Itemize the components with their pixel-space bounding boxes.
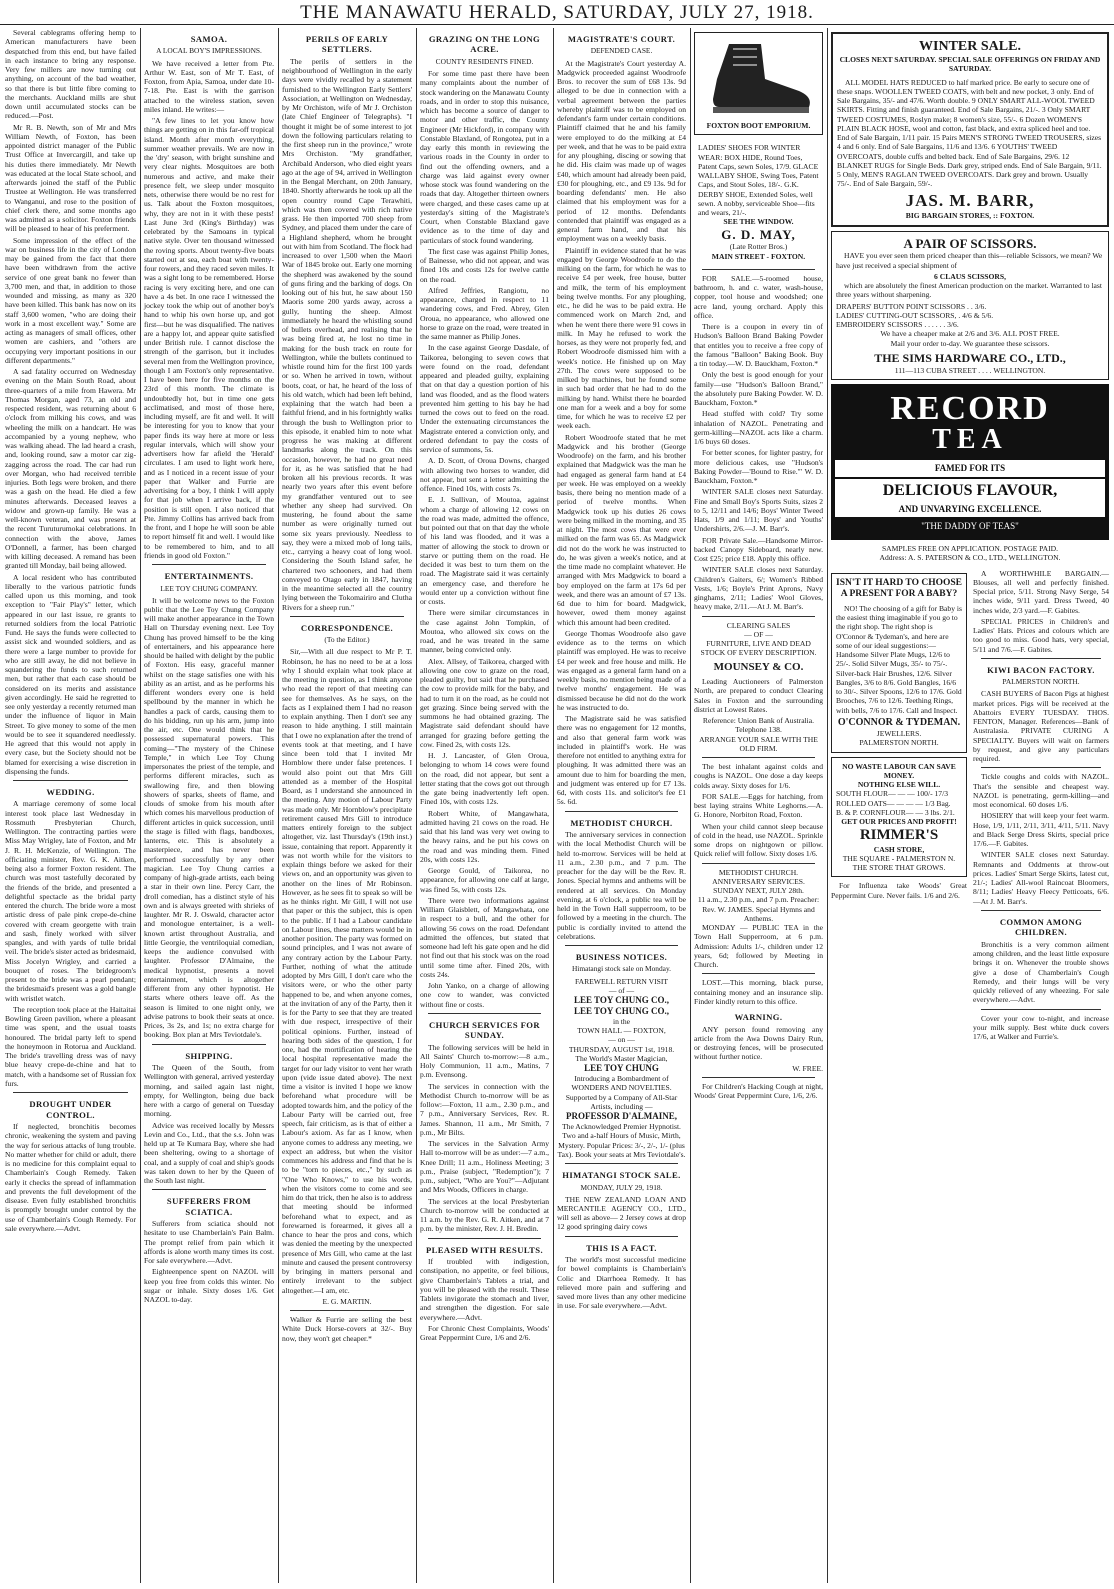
article-paragraph: In the case against George Dasdale, of Taikorea, belonging to seven cows that were found on the road, defendant appeared and pleaded guilty, explaining that on that day a question portion of his land was flooded, and as the flood waters prevented him getting to his bay he had turned the cows out to feed on the road. Under the extenuating circumstances the Magistrate entered a conviction only, and ordered defendant to pay the costs of service of summons, 5s. xyxy=(420,343,549,454)
divider xyxy=(152,1189,266,1190)
ad-title: G. D. MAY, xyxy=(721,226,796,242)
scissors-ad xyxy=(831,231,1109,380)
ad-title: ISN'T IT HARD TO CHOOSE A PRESENT FOR A BABY? xyxy=(836,577,963,600)
classified: The best inhalant against colds and coughs is NAZOL. One dose a day keeps colds away. Sixty doses for 1/6. xyxy=(694,762,823,790)
article-paragraph: At the Magistrate's Court yesterday A. Madgwick proceeded against Woodroofe Bros. to recover the sum of £68 13s. 9d alleged to be due in connection with a verbal agreement between the parties whereby plaintiff was to be employed on defendant's farm under certain conditions. Plaintiff claimed that he and his family were employed to do the milking at £4 per week, and that he was to be paid extra for any ploughing, discing or sowing that he did. His claim was made up of wages £40, which amount had already been paid, £30 for ploughing, etc., and £9 13s. 9d for boarding defendants' men. He also claimed that his employment was for a period of 12 months. Defendants contended that plaintiff was engaged as a general farm hand, and that his employment was on a weekly basis. xyxy=(557,58,686,244)
column-1 xyxy=(2,28,139,1585)
price-line: DRAPERS' BUTTON POINT SCISSORS . . 3/6. xyxy=(836,301,987,311)
divider xyxy=(565,811,678,812)
article-paragraph: The Magistrate said he was satisfied there was no engagement for 12 months, and also that general farm work was included in plaintiff's work. He was therefore not entitled to anything extra for ploughing. It was admitted there was an amount due to him for boarding the men, and judgment was entered up for £7 13s. 6d, with costs 11s. and solicitor's fee £1 5s. 6d. xyxy=(557,714,686,807)
article-paragraph: Several cablegrams offering hemp to American manufacturers have been despatched from this end, but have failed in each instance to bring any response. Very few millers are now turning out anything, on account of the bad weather, so that there is but little fibre coming to the merchants. Auckland mills are shut down until accumulated stocks can be reduced.—Post. xyxy=(5,28,136,121)
article-paragraph: Alex. Allsey, of Taikorea, charged with allowing one cow to graze on the road, pleaded guilty, but said that he purchased the cow to provide milk for the baby, and had to turn it on the road, as he could not get grazing. Since being served with the summons he had obtained grazing. The Magistrate said defendant should have arranged for grazing before getting the cow. Fined 2s, with costs 12s. xyxy=(420,656,549,749)
column-2 xyxy=(141,28,277,1585)
article-paragraph: Plaintiff in evidence stated that he was engaged by George Woodroofe to do the milking on the farm, for which he was to receive £4 per week, free house, butter and milk, the term of his employment being twelve months. For any ploughing, etc., he did he was to be paid extra. He commenced work on March 2nd, and when he went there there were 91 cows in milk. In May he refused to work the horses, as they were not properly fed, and Robert Woodroofe dismissed him with a week's notice. He finished up on May 27th. The cows were supposed to be milked by machines, but he found some in such bad order that he had to do the milking by hand. Whilst there he boarded one man for a week and a boy for some time, for which he was to receive £2 per week each. xyxy=(557,245,686,431)
ad-title: CLEARING SALES xyxy=(726,620,791,630)
signature: W. FREE. xyxy=(792,1063,823,1073)
divider xyxy=(428,1238,541,1239)
article-paragraph: The perils of settlers in the neighbourhood of Wellington in the early days were vividly recalled by a statement furnished to the Wellington Early Settlers' Association, at Wellington on Wednesday, by Mr Orchiston, wife of Mr J. Orchiston (late Chief Engineer of Telegraphs). "I thought it might be of some interest to jot down the following particulars relating to the first sheep run in the province," wrote Mrs Orchiston. "My grandfather, Archibald Anderson, who died eight years ago at the age of 94, arrived in Wellington in the Bengal Merchant, on 20th January, 1840. Shortly afterwards he took up all the open country round Cape Terawhiti, which was then covered with rich native grass. He then imported 700 sheep from Sydney, and placed them under the care of a Highland shepherd, whom he brought out with him from Scotland. The flock had increased to over 1,500 when the Maori War of 1845 broke out. Early one morning the shepherd was awakened by the sound of guns firing and the barking of dogs. On looking out of his hut, he saw about 150 Maoris some 200 yards away, across a gully, hunting the sheep. Almost immediately he heard the whistling sound of bullets overhead, and realising that he was being fired at, he lost no time in making for the bush track en route for Wellington, while the bullets continued to whistle round him for the first 100 yards or so. When he arrived in town, without boots, coat, or hat, he heard of the loss of his old watch, which had been left behind, explaining that the watch had been a faithful friend, and in his fortnightly walks through the bush to Wellington prior to this episode, it enabled him to note what progress he was making at different landmarks along the track. On this occasion, however, he had no great need for it, as he was satisfied that he had broken all his previous records. It was nearly two years after this event before my grandfather ventured out to see whether any sheep had survived. On mustering, he found about the same number as were originally turned out some six years previously. Needless to say, they were a mixed mob of long tails, etc., carrying a heavy coat of long wool. Considering the South Island safer, he chartered two schooners, and had them conveyed to Otago early in 1847, having in the meantime selected all the country lying between the Tokomairiro and Clutha Rivers for a sheep run." xyxy=(282,56,412,612)
article-paragraph: There were similar circumstances in the case against John Tompkin, of Moutoa, who allowed six cows on the road, and he was treated in the same manner, being convicted only. xyxy=(420,608,549,655)
ad-line: 6 CLAUS SCISSORS, xyxy=(934,271,1006,281)
mounsey-ad xyxy=(694,621,823,753)
ad-title: WINTER SALE. xyxy=(919,39,1021,54)
heading-kiwi-bacon: KIWI BACON FACTORY. xyxy=(987,664,1095,675)
article-paragraph: Robert Woodroofe stated that he met Madgwick and his brother (George Woodroofe) on the farm, and his brother explained that Madgwick was the man he had engaged as general farm hand at £4 per week. He was employed on a weekly basis, there being no mention made of a period of twelve months. When Madgwick took up his duties 26 cows were being milked in the morning, and 35 at night. The most cows that were ever milked on the farm was 65. As Madgwick did not do the work he was instructed to do, he was given a week's notice, and at the time made no complaint whatever. He arranged with Mrs Madgwick to board a boy employed on the farm at 17s 6d per week, and there was an amount of £7 13s. 6d due to him for board. Madgwick, however, owed them money against which this amount had been credited. xyxy=(557,432,686,627)
divider xyxy=(702,863,815,864)
column-6 xyxy=(691,28,826,1585)
signature: E. G. MARTIN. xyxy=(322,1296,372,1306)
heading-warning: WARNING. xyxy=(734,1012,783,1023)
heading-himatangi: HIMATANGI STOCK SALE. xyxy=(562,1170,681,1181)
classified: Tickle coughs and colds with NAZOL. That's the sensible and cheapest way. NAZOL is penetrating, germ-killing—and most economical. 60 doses 1/6. xyxy=(973,772,1109,810)
classified: For Influenza take Woods' Great Peppermint Cure. Never fails. 1/6 and 2/6. xyxy=(831,881,967,900)
article-paragraph: A local resident who has contributed liberally to the various patriotic funds called upon us this morning, and took exception to "Fair Play's" letter, which appeared in our last issue, re grants to returned soldiers from the local Patriotic Fund. He says the funds were collected to assist sick and wounded soldiers, and as there were a large number to provide for who are still away, he did not believe in squandering the funds to such returned men, but rather that each case should be considered on its merits and assistance given accordingly. He said he regretted to see only yesterday a recently returned man under the influence of liquor in Main Street. To give money to some of the men would be to see it squandered needlessly. He agreed that this would not apply in every case, but the Society should not be blamed for exercising a wise discretion in dispensing the funds. xyxy=(5,572,136,776)
article-paragraph: The Queen of the South, from Wellington with general, arrived yesterday morning, and sailed again last night, empty, for Wellington, being due back here with a cargo of general on Tuesday morning. xyxy=(144,1063,274,1119)
classified: LOST.—This morning, black purse, containing money and an insurance slip. Finder kindly return to this office. xyxy=(694,978,823,1006)
divider xyxy=(565,1236,678,1237)
column-4 xyxy=(417,28,552,1585)
article-paragraph: For Chronic Chest Complaints, Woods' Great Peppermint Cure, 1/6 and 2/6. xyxy=(420,1323,549,1343)
article-paragraph: The world's most successful medicine for bowel complaints is Chamberlain's Colic and Diarrhoea Remedy. It has relieved more pain and suffering and saved more lives than any other medicine in use. For sale everywhere.—Advt. xyxy=(557,1255,686,1311)
winter-sale-ad xyxy=(831,32,1109,227)
ad-line: in the xyxy=(612,1016,631,1026)
classified: FOR SALE.—5-roomed house, bathroom, h. and c. water, wash-house, copper, tool house and woodshed; one acre land, young orchard. Apply this office. xyxy=(694,273,823,320)
heading-shipping: SHIPPING. xyxy=(185,1050,233,1061)
subheading: (To the Editor.) xyxy=(324,635,370,645)
ad-title: FOXTON BOOT EMPORIUM. xyxy=(706,121,811,130)
classified: WINTER SALE closes next Saturday. Remnants and Oddments at throw-out prices. Ladies' Smart Serge Skirts, latest cut, 21/-; Ladies' All-wool Raincoat Bloomers, 8/11; Ladies' Heavy Fleecy Petticoats, 6/6.—At J. M. Barr's. xyxy=(973,850,1109,906)
divider xyxy=(981,910,1101,911)
article-paragraph: The services at the local Presbyterian Church to-morrow will be conducted at 11 a.m. by the Rev. G. R. Aitken, and at 7 p.m. by the minister, Rev. J. H. Bredin. xyxy=(420,1196,549,1234)
heading-samoa: SAMOA. xyxy=(190,34,228,44)
divider xyxy=(428,1013,541,1014)
article-paragraph: The reception took place at the Haitaitai Bowling Green pavilion, where a pleasant time was spent, and the usual toasts honoured. The bridal party left to spend the honeymoon in Rotorua and Auckland. The bride's travelling dress was of navy blue heavy crepe-de-chine and hat to match, with a handsome set of Russian fox furs. xyxy=(5,1004,136,1088)
ad-line: THE SQUARE - PALMERSTON N. xyxy=(842,853,956,863)
article-paragraph: If troubled with indigestion, constipation, no appetite, or feel bilious, give Chamberlain's Tablets a trial, and you will be pleased with the result. These Tablets invigorate the stomach and liver, and strengthen the digestion. For sale everywhere.—Advt. xyxy=(420,1257,549,1322)
article-paragraph: THE NEW ZEALAND LOAN AND MERCANTILE AGENCY CO., LTD., will sell as above— 2 Jersey cows at drop 12 good springing dairy cows xyxy=(557,1194,686,1232)
ad-line: LEE TOY CHUNG CO., xyxy=(573,1005,670,1016)
ad-line: Mail your order to-day. We guarantee these scissors. xyxy=(890,338,1050,348)
column-7 xyxy=(828,28,1112,1585)
ad-line: 111—113 CUBA STREET . . . . WELLINGTON. xyxy=(894,365,1046,375)
ad-line: Introducing a Bombardment of WONDERS AND NOVELTIES. Supported by a Company of All-Star Artists, including — xyxy=(565,1074,678,1111)
ad-title: NO WASTE LABOUR CAN SAVE MONEY. xyxy=(842,761,956,780)
ad-line: BIG BARGAIN STORES, :: FOXTON. xyxy=(905,211,1035,221)
ad-text: which are absolutely the finest American production on the market. Warranted to last three years without sharpening. xyxy=(836,281,1102,300)
divider xyxy=(702,1077,815,1078)
heading-sciatica: SUFFERERS FROM SCIATICA. xyxy=(166,1196,252,1217)
ad-line: — of — xyxy=(608,985,635,995)
lower-right-subcolumn xyxy=(973,569,1109,1044)
ad-text: ALL MODEL HATS REDUCED to half marked price. Be early to secure one of these snaps. WOOLLEN TWEED COATS, with belt and new pocket, 3 only. End of Sale Bargains, 35/- and 47/6. Worth double. 9 ONLY SMART ALL-WOOL TWEED SKIRTS. Fitting and finish guaranteed. End of Sale Bargains, 21/-. 3 Only SMART TWEED COSTUMES, Roslyn make; 8 women's size, 55/-. 6 Dozen WOMEN'S PLAIN BLACK HOSE, wool and cotton, fast black, and extra spliced heel and toe. End of Sale Bargain, 1/11 pair. 15 Pairs MEN'S STRONG TWEED TROUSERS, sizes 4 and 6 only. End of Sale Bargains, 11/6 and 13/6. 6 YOUTHS' TWEED OVERCOATS, double cuffs and belted back. End of Sale Bargains, 29/6. 12 BLANKET RUGS for Single Beds. Dark grey, striped ends. End of Sale Bargain, 9/11. 5 Only, MEN'S RAGLAN TWEED OVERCOATS. Dark grey and brown. Usually 75/-. End of Sale Bargain, 59/-. xyxy=(837,77,1102,189)
divider xyxy=(290,616,404,617)
article-paragraph: The services in connection with the Methodist Church to-morrow will be as follow:—Foxton, 11 a.m., 2.30 p.m., and 7 p.m., Anniversary Services, Rev. R. James. Shannon, 11 a.m., Mr Smith, 7 p.m., Mr Bilts. xyxy=(420,1081,549,1137)
classified: WINTER SALE closes next Saturday. Children's Gaiters, 6/; Women's Ribbed Vests, 1/6; Boyle's Print Aprons, Navy ginghams, 2/11; Ladies' Wool Gloves, heavy make, 2/11.—At J. M. Barr's. xyxy=(694,565,823,612)
divider xyxy=(565,945,678,946)
ad-line: ANNIVERSARY SERVICES. xyxy=(712,876,805,886)
classified: SPECIAL PRICES in Children's and Ladies' Hats. Prices and colours which are too good to miss. Good hats, very special, 5/11 and 7/6.—F. Gabites. xyxy=(973,616,1109,654)
article-paragraph: Alfred Jeffries, Rangiotu, no appearance, charged in respect to 11 wandering cows, and Fred. Abrey, Glen Oroua, no appearance, who allowed one horse to graze on the road, were treated in the same manner as Philip Jones. xyxy=(420,285,549,341)
ad-line: SUNDAY NEXT, JULY 28th. xyxy=(713,886,804,896)
divider xyxy=(152,564,266,565)
ad-line: — on — xyxy=(608,1035,635,1045)
boot-icon xyxy=(699,39,819,119)
ad-line: 11 a.m., 2.30 p.m., and 7 p.m. Preacher: Rev. W. JAMES. Special Hymns and Anthems. xyxy=(697,895,820,923)
article-paragraph: Sufferers from sciatica should not hesitate to use Chamberlain's Pain Balm. The prompt relief from pain which it affords is alone worth many times its cost. For sale everywhere.—Advt. xyxy=(144,1219,274,1266)
article-paragraph: It will be welcome news to the Foxton public that the Lee Toy Chung Company will make another appearance in the Town Hall on Thursday evening next. Lee Toy Chung has proved himself to be the king of entertainers, and his appearance here should be hailed with delight by the public of Foxton. His easy, graceful manner whilst on the stage satisfies one with his ability as an artist, and as he performs his different wonders every one is held spellbound by the manner in which he handles a pack of cards, causing them to do his bidding, run up his arm, jump into the air, etc. One would think that he possessed supernatural powers. This coming—"The mystery of the Chinese Temple," in which Lee Toy Chung impersonates the priest of the temple, and performs different miracles, such as swallowing fire, and then blowing showers of sparks, sheets of flame, and clouds of smoke from his mouth after which comes his marvellous production of different articles in quick succession, until the stage is filled with flags, bandboxes, lanterns, etc. This is absolutely a masterpiece, and has never been performed successfully by any other magician. Lee Toy Chung carries a company of high-grade artists, each being a star in their own line. Percy Carr, the droll comedian, has a distinct style of his own and is always greeted with shrieks of laughter. Mr R. J. Oswald, character actor and monologue entertainer, is a well-known artist throughout Australia, and little Georgie, the ventriloquial comedian, keeps the audience convulsed with laughter. Professor D'Almaine, the medical hypnotist, presents a novel entertainment, which is altogether different from any other hypnotist. He starts where others leave off. As the season is limited to one night only, we advise patrons to book their seats at once. Prices, 3s 2s, and 1s; no extra charge for booking. Box plan at Mrs Teviotdale's. xyxy=(144,595,274,1040)
ad-text: NO! The choosing of a gift for Baby is the easiest thing imaginable if you go to the right shop. The right shop is O'Connor & Tydeman's, and here are some of our ideal suggestions:— Handsome Silver Plate Mugs, 12/6 to 25/-. Solid Silver Mugs, 35/- to 75/-. Silver-back Hair Brushes, 12/6. Silver Bangles, 3/6 to 8/6. Gold Bangles, 16/6 to 30/-. Silver Spoons, 12/6 to 17/6. Gold Brooches, 7/6 to 12/6. Teething Rings, with bells, 7/6 to 17/6. Call and Inspect. xyxy=(836,603,962,715)
ad-line: The Acknowledged Premier Hypnotist. Two and a-half Hours of Music, Mirth, Mystery. Popular Prices: 3/-, 2/-, 1/- (plus Tax). Book your seats at Mrs Teviotdale's. xyxy=(557,1122,686,1159)
article-paragraph: Mr R. B. Newth, son of Mr and Mrs William Newth, of Foxton, has been appointed district manager of the Public Trust Office at Invercargill, and take up his duties there immediately. Mr Newth was educated at the local State school, and afterwards joined the staff of the Public Trustee at Wellington. He was transferred to Wanganui, and rose to the position of chief clerk there, and some months ago was admitted as a solicitor. Foxton friends will be pleased to hear of his preferment. xyxy=(5,122,136,234)
ad-line: CASH STORE, xyxy=(873,844,925,854)
classified: FOR Private Sale.—Handsome Mirror-backed Canopy Sideboard, nearly new. Cost £25; price £18. Apply this office. xyxy=(694,535,823,564)
foxton-boot-ad xyxy=(694,32,823,135)
ad-line: TOWN HALL — FOXTON, xyxy=(577,1026,666,1036)
article-paragraph: George Gould, of Taikorea, no appearance, for allowing one calf at large, was fined 5s, with costs 12s. xyxy=(420,866,549,894)
heading-entertainments: ENTERTAINMENTS. xyxy=(164,571,254,582)
ad-title: MOUNSEY & CO. xyxy=(713,660,804,673)
ad-line: ARRANGE YOUR SALE WITH THE OLD FIRM. xyxy=(699,734,818,753)
ad-line: CLOSES NEXT SATURDAY. SPECIAL SALE OFFERINGS ON FRIDAY AND SATURDAY. xyxy=(839,55,1101,74)
heading-common-children: COMMON AMONG CHILDREN. xyxy=(999,916,1083,938)
ad-line: We have a cheaper make at 2/6 and 3/6. ALL POST FREE. xyxy=(880,329,1060,339)
article-paragraph: A. D. Scott, of Oroua Downs, charged with allowing two horses to wander, did not appear, but sent a letter admitting the offence. Fined 10s, with costs 7s. xyxy=(420,456,549,493)
divider xyxy=(152,1044,266,1045)
divider xyxy=(702,616,815,617)
subheading: PALMERSTON NORTH. xyxy=(1002,677,1080,687)
column-3 xyxy=(279,28,415,1585)
heading-grazing: GRAZING ON THE LONG ACRE. xyxy=(428,34,541,55)
record-title: RECORD xyxy=(890,389,1050,427)
classified: When your child cannot sleep because of cold in the head, use NAZOL. Sprinkle some drops on nightgown or pillow. Quick relief will follow. Sixty doses 1/6. xyxy=(694,821,823,859)
ad-line: PROFESSOR D'ALMAINE, xyxy=(565,1111,677,1122)
price-line: LADIES' CUTTING-OUT SCISSORS, . 4/6 & 5/6. xyxy=(836,310,994,320)
article-paragraph: Advice was received locally by Messrs Levin and Co., Ltd., that the s.s. John was held up at Te Kumara Bay, where she had been sheltering, owing to a shortage of coal, and a supply of coal and ship's goods was taken down to her by the Queen of the South last night. xyxy=(144,1120,274,1186)
classified: Bronchitis is a very common ailment among children, and the least little exposure brings it on. Whenever the trouble shows give a dose of Chamberlain's Cough Remedy, and their lungs will be very quickly relieved of any wheezing. For sale everywhere.—Advt. xyxy=(973,939,1109,1005)
price-line: EMBROIDERY SCISSORS . . . . . . 3/6. xyxy=(836,320,959,330)
divider xyxy=(13,780,128,781)
rimmer-ad xyxy=(831,757,967,878)
classified: WINTER SALE closes next Saturday. Fine and Small Boy's Sports Suits, sizes 2 to 5, 12/11 and 14/6; Boys' Winter Tweed Hats, 1/9 and 1/11; Boys' and Youths' Undershirts, 2/6.—J. M. Barr's. xyxy=(694,487,823,534)
heading-methodist: METHODIST CHURCH. xyxy=(570,817,673,828)
ad-title: METHODIST CHURCH. xyxy=(718,867,799,877)
article-paragraph: The first case was against Philip Jones, of Bainesse, who did not appear, and was fined 10s and costs 12s for twelve cattle on the road. xyxy=(420,246,549,284)
ad-line: FAMED FOR ITS xyxy=(835,460,1105,477)
ladies-shoes-ad xyxy=(694,139,823,265)
classified: Cover your cow to-night, and increase your milk supply. Best white duck covers 17/6, at Walker and Furrie's. xyxy=(973,1013,1109,1042)
divider xyxy=(702,973,815,974)
article-paragraph: George Thomas Woodroofe also gave evidence as to the terms on which plaintiff was employed. He was to receive £4 per week and free house and milk. He was engaged as a general farm hand on a weekly basis, no mention being made of a twelve months' engagement. He was dismissed because he did not do the work he was instructed to do. xyxy=(557,628,686,712)
subheading: COUNTY RESIDENTS FINED. xyxy=(435,56,534,66)
ad-line: Telephone 138. xyxy=(735,725,782,735)
ad-title: RIMMER'S xyxy=(859,827,939,844)
heading-business: BUSINESS NOTICES. xyxy=(575,952,668,962)
divider xyxy=(702,269,815,270)
subheading: DEFENDED CASE. xyxy=(590,46,653,56)
record-title: TEA xyxy=(932,423,1008,455)
heading-fact: THIS IS A FACT. xyxy=(586,1242,657,1253)
ad-line: "THE DADDY OF TEAS" xyxy=(921,521,1019,532)
classified: There is a coupon in every tin of Hudson's Balloon Brand Baking Powder that entitles you to receive a free copy of the famous "Balloon" Baking Book. Buy a tin today.—W. D. Bauckham, Foxton.* xyxy=(694,322,823,369)
ad-line: DELICIOUS FLAVOUR, xyxy=(835,479,1105,503)
heading-church-services: CHURCH SERVICES FOR SUNDAY. xyxy=(429,1019,540,1041)
lower-left-subcolumn xyxy=(831,569,967,1044)
article-paragraph: A marriage ceremony of some local interest took place last Wednesday in Rossmuth Presbyterian Church, Wellington. The contracting parties were Miss May Wrigley, late of Foxton, and Mr J. R. H. McKenzie, of Wellington. The officiating minister, Rev. G. K. Aitken, being also a former Foxton resident. The church was most tastefully decorated by the friends of the bride, and presented a delightful spectacle as the bridal party entered the church. The bride wore a most artistic dress of pale pink crepe-de-chine covered with cream georgette with train and sash, finely worked with silver spangles, and with yards of tulle bridal veil. The bride's sister acted as bridesmaid, Miss Jocelyn Wrigley, and carried a bouquet of roses. The bridegroom's present to the bride was a pearl pendant; the bridesmaid's present was a gold bangle with wristlet watch. xyxy=(5,799,136,1003)
article-paragraph: There were two informations against William Glaisblett, of Mangawhata, one in respect to a bull, and the other for allowing 56 cows on the road. Defendant admitted the offences, but stated that someone had left his gate open and he did not find out that his stock was on the road until some time after. Fined 20s, with costs 24s. xyxy=(420,895,549,979)
classified: ANY person found removing any article from the Awa Downs Dairy Run, or destroying fences, will be prosecuted without further notice. xyxy=(694,1024,823,1062)
heading-correspondence: CORRESPONDENCE. xyxy=(300,622,394,633)
article-paragraph: The services in the Salvation Army Hall to-morrow will be as under:—7 a.m., Knee Drill; 11 a.m., Holiness Meeting; 3 p.m., Praise (subject, "Redemption"); 7 p.m., subject, "Who are You?"—Adjutant and Mrs Woods, Officers in charge. xyxy=(420,1139,549,1195)
classified: Only the best is good enough for your family—use "Hudson's Balloon Brand," the absolutely pure Baking Powder. W. D. Bauckham, Foxton.* xyxy=(694,370,823,408)
record-address: Address: A. S. PATERSON & CO., LTD., WELLINGTON. xyxy=(879,553,1061,563)
subheading: MONDAY, JULY 29, 1918. xyxy=(580,1182,663,1192)
article-paragraph: If neglected, bronchitis becomes chronic, weakening the system and paving the way for serious attacks of lung trouble. No matter whether for child or adult, there is no medicine for this complaint equal to Chamberlain's Cough Remedy. Taken early it checks the spread of inflammation and prevents the full development of the disease. Even fully established bronchitis is promptly brought under control by the use of Chamberlain's Cough Remedy. For sale everywhere.—Advt. xyxy=(5,1122,136,1233)
ad-line: PALMERSTON NORTH. xyxy=(859,738,939,748)
ad-line: THURSDAY, AUGUST 1st, 1918. xyxy=(568,1044,675,1054)
ad-text: Leading Auctioneers of Palmerston North, are prepared to conduct Clearing Sales in Foxton and the surrounding district at Lowest Rates. xyxy=(694,677,823,714)
article-paragraph: "A few lines to let you know how things are getting on in this far-off tropical island. Month after month everything, summer weather prevails. We are now in the 'dry' season, with bright sunshine and very clear nights. Mosquitoes are both numerous and active, and make their presence felt, we sleep under mosquito nets, otherwise there would be no rest for us. Talk about the Foxton mosquitoes, why, they are not in it with these pests! Last June 3rd (King's Birthday) was celebrated by the Samoans in typical native style. Over ten thousand witnessed the roving sports. About twenty-five boats started out at sea, each boat with twenty-four rowers, and they raced seven miles. It was a sight long to be remembered. Horse racing is very exciting here, and one can have a 4s bet. In one race I witnessed the jockey took the whip out of another boy's hand to whip his own horse up, and got first—but he was disqualified. The natives are a happy lot, and appear quite satisfied under British rule. I cannot disclose the strength of the garrison, but it includes several men from the Wellington province, though I am Foxton's only representative. I have been here for five months on the 23rd of this month. The climate is undoubtedly hot, but in time one gets acclimatised, and most of those here, including myself, are fit and well. It will be interesting for you to know that your paper finds its way here at more or less regular intervals, which will show your advertisers how far afield the 'Herald' circulates. I am used to light work here, and as I noticed in a recent issue of your paper that Walker and Furrie are advertising for a boy, I think I will apply for that job when I arrive back, if the position is still open. I also noticed that Pte. Jimmy Collins has arrived back from the front, and I hope he will soon be able to report himself fit and well. I would like to be remembered to him, and to all friends in good old Foxton." xyxy=(144,116,274,560)
ad-line: NOTHING ELSE WILL. xyxy=(857,780,941,790)
article-paragraph: We have received a letter from Pte. Arthur W. East, son of Mr T. East, of Foxton, from Apia, Samoa, under date 10-7-18. Pte. East is with the garrison attached to the wireless station, seven miles inland. He writes:— xyxy=(144,58,274,114)
lee-toy-chung-ad xyxy=(557,977,686,1160)
heading-perils: PERILS OF EARLY SETTLERS. xyxy=(305,34,389,55)
classified: Head stuffed with cold? Try some inhalation of NAZOL. Penetrating and germ-killing—NAZOL acts like a charm. 1/6 buys 60 doses. xyxy=(694,409,823,447)
ad-title: JAS. M. BARR, xyxy=(905,190,1035,210)
article-paragraph: E. J. Sullivan, of Moutoa, against whom a charge of allowing 12 cows on the road was made, admitted the offence, but pointed out that on that day the whole of his land was flooded, and it was a matter of allowing the stock to drown or starve or putting them on the road. He decided it was best to turn them on the road. The Magistrate said it was certainly an emergency case, and therefore he would enter up a conviction without fine or costs. xyxy=(420,495,549,606)
article-paragraph: John Yanko, on a charge of allowing one cow to wander, was convicted without fine or costs. xyxy=(420,981,549,1009)
article-paragraph: Robert White, of Mangawhata, admitted having 21 cows on the road. He said that his land was very wet owing to the heavy rains, and he put his cows on the road and was minding them. Fined 20s, with costs 12s. xyxy=(420,808,549,864)
article-paragraph: The following services will be held in All Saints' Church to-morrow:—8 a.m., Holy Communion, 11 a.m., Matins, 7 p.m. Evensong. xyxy=(420,1042,549,1080)
divider xyxy=(290,1310,404,1311)
heading-drought: DROUGHT UNDER CONTROL. xyxy=(29,1099,112,1120)
ad-line: MAIN STREET - FOXTON. xyxy=(711,251,806,261)
classified: A WORTHWHILE BARGAIN.— Blouses, all well and perfectly finished. Special price, 5/11. Strong Navy Serge, 54 inches wide, 9/11 yard. Dress Tweed, 40 inches wide, 2/3 yard.—F. Gabites. xyxy=(973,568,1109,615)
subheading: Himatangi stock sale on Monday. xyxy=(571,964,672,974)
article-paragraph: Eighteenpence spent on NAZOL will keep you free from colds this winter. No sugar or inhale. Sixty doses 1/6. Get NAZOL to-day. xyxy=(144,1267,274,1305)
ad-line: GET OUR PRICES AND PROFIT! xyxy=(841,817,957,827)
divider xyxy=(13,1092,128,1093)
ad-line: JEWELLERS. xyxy=(876,729,922,739)
ad-title: A PAIR OF SCISSORS. xyxy=(903,235,1037,251)
ad-text: LADIES' SHOES FOR WINTER WEAR: BOX HIDE, Round Toes, Patent Caps, sewn Soles, 17/9. GLACE WALLABY SHOE, Swing Toes, Patent Caps, and Stout Soles, 18/-. G.K. DERBY SHOE, Extended Soles, well sewn. A nobby, serviceable Shoe—fits and wears, 21/-. xyxy=(698,143,819,217)
lower-right-grid xyxy=(831,569,1109,1044)
record-tea-ad xyxy=(831,384,1109,540)
ad-line: — OF — xyxy=(744,629,773,639)
ad-title: THE SIMS HARDWARE CO., LTD., xyxy=(874,350,1066,365)
classified: For better scones, for lighter pastry, for more delicious cakes, use "Hudson's Baking Powder—'Bound to Rise.'" W. D. Bauckham, Foxton.* xyxy=(694,448,823,486)
subheading: LEE TOY CHUNG COMPANY. xyxy=(160,583,258,593)
divider xyxy=(702,757,815,758)
divider xyxy=(981,1009,1101,1010)
divider xyxy=(565,1163,678,1164)
price-line: B. & P. CORNFLOUR— — 3 lbs. 2/1. xyxy=(836,807,955,817)
heading-wedding: WEDDING. xyxy=(46,787,95,797)
ad-text: HAVE you ever seen them priced cheaper than this—reliable Scissors, we mean? We have just received a special shipment of xyxy=(836,251,1103,270)
heading-magistrate: MAGISTRATE'S COURT. xyxy=(567,34,676,44)
article-paragraph: For some time past there have been many complaints about the number of stock wandering on the Manawatu County roads, and in order to stop this nuisance, which has become a source of danger to motor and other traffic, the County Engineer (Mr Hickford), in company with Constable Blaxland, of Rongotea, put in a day early this month in reviewing the various roads in the County in order to find out the offending owners, and a charge was laid against every owner whose stock was found wandering on the roads that day. Altogether thirteen owners were charged, and these cases came up at yesterday's sitting of the Magistrate's Court, when Constable Blaxland gave evidence as to the time of day and particulars of stock found wandering. xyxy=(420,69,549,245)
column-5 xyxy=(554,28,689,1585)
ad-line: SEE THE WINDOW. xyxy=(723,217,794,227)
price-line: ROLLED OATS— — — — 1/3 Bag. xyxy=(836,798,951,808)
article-paragraph: Walker & Furrie are selling the best White Duck Horse-covers at 32/-. Buy now, they won't get cheaper.* xyxy=(282,1315,412,1343)
divider xyxy=(981,658,1101,659)
methodist-ad xyxy=(694,868,823,970)
ad-title: O'CONNOR & TYDEMAN. xyxy=(837,716,961,728)
ad-line: AND UNVARYING EXCELLENCE. xyxy=(835,502,1105,517)
ad-line: FURNITURE, LIVE AND DEAD STOCK OF EVERY DESCRIPTION. xyxy=(700,639,817,658)
ad-line: LEE TOY CHUNG xyxy=(584,1063,659,1074)
ad-text: MONDAY — PUBLIC TEA in the Town Hall Supperroom, at 6 p.m. Admission: Adults 1/-, children under 12 years, 6d; followed by Meeting in Church. xyxy=(694,923,823,970)
record-samples: SAMPLES FREE ON APPLICATION. POSTAGE PAID. xyxy=(881,544,1059,554)
ad-line: (Late Rotter Bros.) xyxy=(729,242,788,252)
classified: CASH BUYERS of Bacon Pigs at highest market prices. Pigs will be received at the Abattoirs EVERY TUESDAY. THOS. FENTON, Manager. References—Bank of Australasia. PRIVATE CURING A SPECIALTY. Buyers will wait on farmers by request, and give any particulars required. xyxy=(973,689,1109,764)
subheading: A LOCAL BOY'S IMPRESSIONS. xyxy=(156,46,262,56)
ad-line: LEE TOY CHUNG CO., xyxy=(573,995,670,1006)
classified: FOR SALE.—Eggs for hatching, from best laying strains White Leghorns.—A. G. Honore, Norbiton Road, Foxton. xyxy=(694,791,823,820)
ad-line: FAREWELL RETURN VISIT xyxy=(574,976,669,986)
masthead: THE MANAWATU HERALD, SATURDAY, JULY 27, 1918. xyxy=(0,2,1114,25)
article-paragraph: A sad fatality occurred on Wednesday evening on the Main South Road, about three-quarters of a mile from Hawera. Mr Thomas Morgan, aged 73, an old and respected resident, was returning about 6 o'clock from milking his cows, and was wheeling the milk on a handcart. He was accompanied by a young nephew, who was walking ahead. The lad heard a crash, and, looking round, saw a motor car zig-zagging across the road. The car had run over Morgan, who had received terrible injuries. Both legs were broken, and there was a gash on the head. He died a few minutes afterwards. Deceased leaves a widow and grown-up family. He was a well-known veteran, and was present at the recent Turuturumokai celebrations. In connection with the above, James O'Donnell, a farmer, has been charged with killing deceased. A remand has been granted till Monday, bail being allowed. xyxy=(5,367,136,571)
ad-line: THE STORE THAT GROWS. xyxy=(852,863,946,873)
divider xyxy=(981,767,1101,768)
baby-present-ad xyxy=(831,573,967,753)
ad-line: The World's Master Magician, xyxy=(575,1053,668,1063)
classified: For Children's Hacking Cough at night, Woods' Great Peppermint Cure, 1/6, 2/6. xyxy=(694,1081,823,1100)
heading-pleased: PLEASED WITH RESULTS. xyxy=(425,1244,544,1255)
article-paragraph: Some impression of the effect of the war on business life in the city of London may be gained from the fact that there have been withdrawn from the active service of one great bank no fewer than 3,700 men, and that, in addition to those wounded and missing, as many as 320 have been killed. This bank has now on its staff 3,600 women, "who are doing their work in a most excellent way." Some are acting as managers of small offices, other women are cashiers, and "others are occupying very important positions in our different departments." xyxy=(5,235,136,365)
ad-line: Reference: Union Bank of Australia. xyxy=(702,716,815,726)
article-paragraph: H. J. Lancaster, of Glen Oroua, belonging to whom 14 cows were found on the road, did not appear, but sent a letter stating that the cows got out through the gate being inadvertently left open. Fined 10s, with costs 12s. xyxy=(420,751,549,807)
price-line: SOUTH FLOUR— — — 100/- 17/3 xyxy=(836,789,949,799)
classified: HOSIERY that will keep your feet warm. Hose, 1/9, 1/11, 2/11, 3/11, 4/11, 5/11. Navy and Black Serge Dress Skirts, special price 17/6.—F. Gabites. xyxy=(973,811,1109,849)
article-paragraph: Sir,—With all due respect to Mr P. T. Robinson, he has no need to be at a loss why I should explain what took place at the meeting in question, as I think anyone who read the report of that meeting can see for themselves. As he says, on the facts as I explained them I had no reason to explain anything. Then I don't see any reason to hide anything. I still maintain that I owe no explanation after the trend of events took at that meeting, and I have since been told that I invited Mr Hornblow there under false pretences. I would also point out that Mrs Gill attended as a member of the Hospital Board, as I understand she announced in the meeting. Any motion of Labour Party was made only. Mr Hornblow's precipitate retirement caused Mrs Gill to introduce matters entirely foreign to the subject altogether, viz. last Thursday's (19th inst.) issue, containing that report. Apparently it was not worth while for the visitors to explain things before we asked for their views on, and an opportunity was given to another on the lines of Mr Robinson. However, as he sees fit to speak so will be as he thinks right. Mr Gill, I will not use that paper or this the subject, this is open to the public. If I had a Labour candidate on Labour lines, these matters would be in another position. The party was formed on sound principles, and I was not aware of any contrary action by the Labour Party. Further, nothing of what the attitude adopted by Mrs Gill, I don't care who the visitors were, or who the other party happened to be, and when anyone comes, at the invitation of any of the Party, then it is for the Party to see that they are treated with due respect, irrespective of their political opinions. Further, instead of hearing both sides of the question, I for one, had the mortification of hearing the local hospital representative made the target for our lady visitor to vent her wrath upon (vide issue dated above). The next time a visitor is invited I hope we know beforehand what procedure will be adopted towards him, and the policy of the Labour Party will be carried out, free speech, fair criticism, as is that of either a Labour's axiom. As far as I know, when anyone comes to address any meeting, we expect an address, but when the visitor commences his address and find that he is to be "torn to pieces, etc.," by such as "One Who Knows," to use his words, when the visitors come to come and see him do that trick, then he also is to address that meeting should be informed beforehand what to expect, and as forewarned is forearmed, it gives all a chance to hear the pros and cons, which was denied the meeting by the unexpected presence of Mrs Gill, who came at the last minute and caused the present controversy by bringing in matters personal and entirely irrelevant to the subject altogether.—I am, etc. xyxy=(282,647,412,1295)
article-paragraph: The anniversary services in connection with the local Methodist Church will be held to-morrow. Services will be held at 11 a.m., 2.30 p.m., and 7 p.m. The preacher for the day will be the Rev. R. Jones. Special hymns and anthems will be rendered at all services. On Monday evening, at 6 o'clock, a public tea will be held in the Town Hall supperroom, to be followed by a meeting in the church. The public is cordially invited to attend the celebrations. xyxy=(557,830,686,941)
